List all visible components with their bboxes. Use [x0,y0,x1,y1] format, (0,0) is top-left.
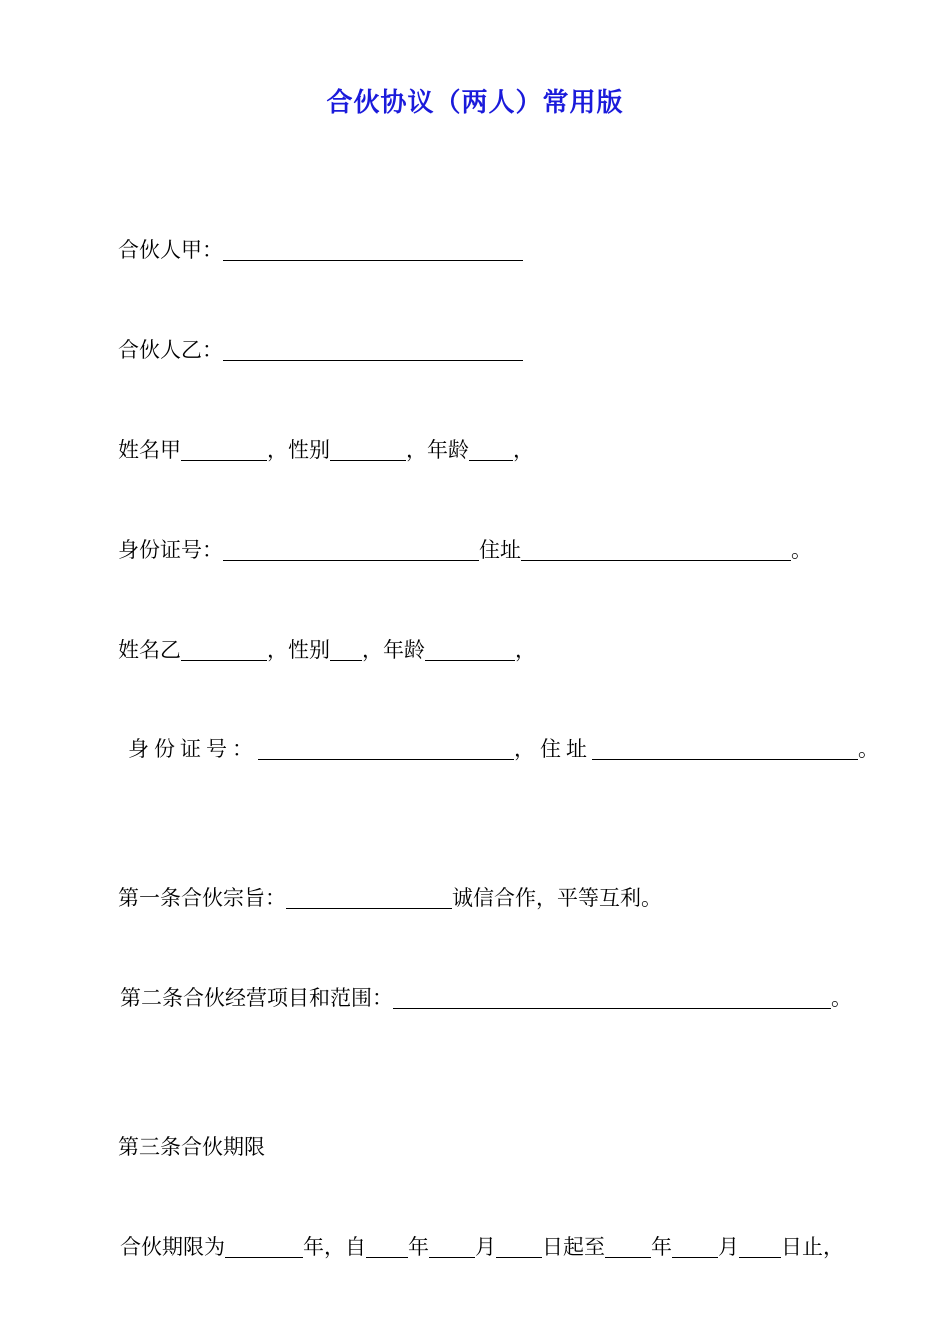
person-a-gender-blank[interactable] [330,438,406,461]
person-b-id-blank[interactable] [258,737,514,760]
article2-end: 。 [831,986,852,1010]
person-b-addr-blank[interactable] [592,737,858,760]
document-title: 合伙协议（两人）常用版 [326,88,624,118]
partner-b-label: 合伙人乙： [118,338,223,362]
person-b-line [118,635,536,665]
person-b-name-label: 姓名乙 [118,638,181,662]
person-a-addr-label: 住址 [479,538,521,562]
person-a-name-blank[interactable] [181,438,267,461]
term-t7: 月 [718,1235,739,1259]
person-b-id-end: 。 [858,737,884,761]
article1-blank[interactable] [286,886,452,909]
person-a-age-blank[interactable] [469,438,513,461]
term-end-month-blank[interactable] [672,1235,718,1258]
person-a-age-label: ，年龄 [406,438,469,462]
term-t4: 月 [475,1235,496,1259]
article1-rest: 诚信合作，平等互利。 [452,886,662,910]
person-b-gender-blank[interactable] [330,638,362,661]
article2-blank[interactable] [393,986,831,1009]
person-a-name-label: 姓名甲 [118,438,181,462]
term-t6: 年 [651,1235,672,1259]
term-t1: 合伙期限为 [120,1235,225,1259]
person-a-id-label: 身份证号： [118,538,223,562]
term-line [120,1232,844,1262]
partner-a-blank[interactable] [223,238,523,261]
partner-a-line [118,235,523,265]
article2-line [120,983,852,1013]
person-b-id-line [128,734,884,764]
partner-b-line [118,335,523,365]
term-t3: 年 [408,1235,429,1259]
term-years-blank[interactable] [225,1235,303,1258]
term-start-day-blank[interactable] [496,1235,542,1258]
article1-line [118,883,662,913]
person-a-id-end: 。 [791,538,812,562]
person-a-addr-blank[interactable] [521,538,791,561]
person-a-id-line [118,535,812,565]
term-end-day-blank[interactable] [739,1235,781,1258]
term-end-year-blank[interactable] [605,1235,651,1258]
partner-b-blank[interactable] [223,338,523,361]
term-t5: 日起至 [542,1235,605,1259]
person-a-id-blank[interactable] [223,538,479,561]
person-b-age-blank[interactable] [425,638,515,661]
person-b-age-label: ，年龄 [362,638,425,662]
person-a-line [118,435,534,465]
person-b-gender-label: ，性别 [267,638,330,662]
article3-heading: 第三条合伙期限 [118,1135,265,1159]
person-b-id-label: 身份证号： [128,737,258,761]
person-b-end: ， [515,638,536,662]
person-b-addr-label: ，住址 [514,737,592,761]
term-start-year-blank[interactable] [366,1235,408,1258]
person-a-end: ， [513,438,534,462]
term-t2: 年，自 [303,1235,366,1259]
article2-label: 第二条合伙经营项目和范围： [120,986,393,1010]
term-t8: 日止， [781,1235,844,1259]
article1-label: 第一条合伙宗旨： [118,886,286,910]
person-b-name-blank[interactable] [181,638,267,661]
partner-a-label: 合伙人甲： [118,238,223,262]
term-start-month-blank[interactable] [429,1235,475,1258]
person-a-gender-label: ，性别 [267,438,330,462]
